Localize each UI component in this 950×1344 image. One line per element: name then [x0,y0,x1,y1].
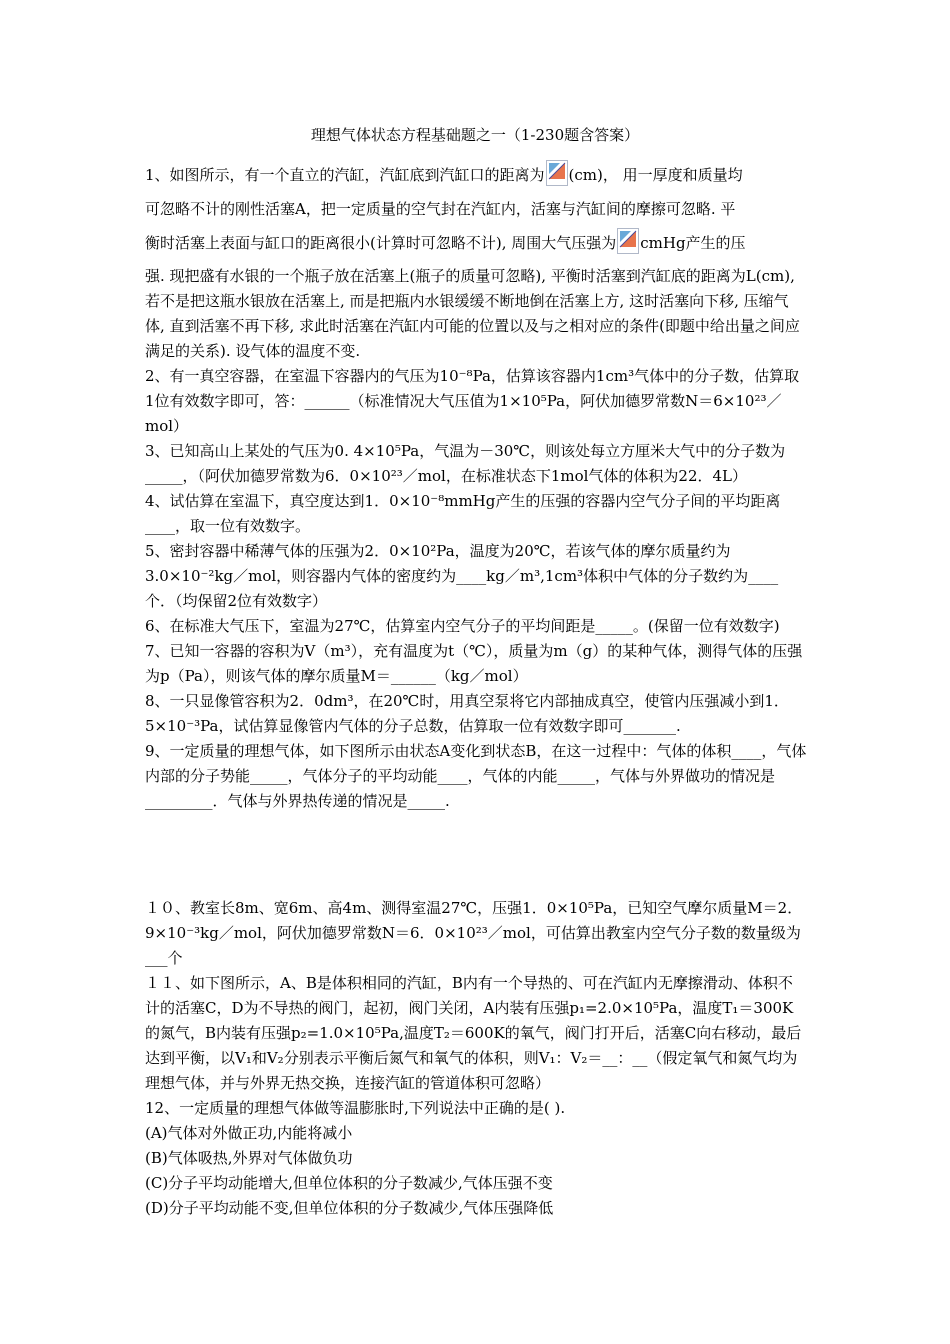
q1-line-1 [145,158,807,192]
questions-10-to-12 [145,896,807,1221]
question-2: 2、有一真空容器，在室温下容器内的气压为10⁻⁸Pa，估算该容器内1cm³气体中的分子数，估算取1位有效数字即可，答：______（标准情况大气压值为1×10⁵Pa，阿伏加德罗常数N＝6×10²³／mol） [145,367,800,435]
question-12-option-c: (C)分子平均动能增大,但单位体积的分子数减少,气体压强不变 [145,1174,553,1192]
question-8: 8、一只显像管容积为2．0dm³，在20℃时，用真空泵将它内部抽成真空，使管内压强减小到1．5×10⁻³Pa，试估算显像管内气体的分子总数，估算取一位有效数字即可_______. [145,692,789,735]
question-5: 5、密封容器中稀薄气体的压强为2．0×10²Pa，温度为20℃，若该气体的摩尔质量约为3.0×10⁻²kg／mol，则容器内气体的密度约为____kg／m³,1cm³体积中气体的分子数约为____个．（均保留2位有效数字） [145,542,779,610]
document-title: 理想气体状态方程基础题之一（1-230题含答案） [310,126,640,144]
question-4: 4、试估算在室温下，真空度达到1．0×10⁻⁸mmHg产生的压强的容器内空气分子间的平均距离____，取一位有效数字。 [145,492,781,535]
question-9: 9、一定质量的理想气体，如下图所示由状态A变化到状态B，在这一过程中：气体的体积____，气体内部的分子势能_____，气体分子的平均动能____，气体的内能_____，气体与外界做功的情况是_________．气体与外界热传递的情况是_____. [145,742,807,810]
question-12-option-a: (A)气体对外做正功,内能将减小 [145,1124,353,1142]
question-6: 6、在标准大气压下，室温为27℃，估算室内空气分子的平均间距是_____。(保留一位有效数字) [145,617,780,635]
q1-text-d: cmHg产生的压 [640,234,746,252]
question-12-option-d: (D)分子平均动能不变,但单位体积的分子数减少,气体压强降低 [145,1199,554,1217]
question-12-option-b: (B)气体吸热,外界对气体做负功 [145,1149,353,1167]
question-12-stem: 12、一定质量的理想气体做等温膨胀时,下列说法中正确的是( ). [145,1099,566,1117]
question-11: １１、如下图所示，A、B是体积相同的汽缸，B内有一个导热的、可在汽缸内无摩擦滑动、体积不计的活塞C，D为不导热的阀门，起初，阀门关闭，A内装有压强p₁=2.0×10⁵Pa，温度T₁＝300K的氮气，B内装有压强p₂=1.0×10⁵Pa,温度T₂＝600K的氧气，阀门打开后，活塞C向右移动，最后达到平衡，以V₁和V₂分别表示平衡后氮气和氧气的体积，则V₁：V₂＝__：__（假定氧气和氮气均为理想气体，并与外界无热交换，连接汽缸的管道体积可忽略） [145,974,802,1092]
q1-line-2: 可忽略不计的刚性活塞A，把一定质量的空气封在汽缸内，活塞与汽缸间的摩擦可忽略. 平 [145,200,736,218]
q1-text-c: 衡时活塞上表面与缸口的距离很小(计算时可忽略不计), 周围大气压强为 [145,234,617,252]
q1-text-a: 1、如图所示，有一个直立的汽缸，汽缸底到汽缸口的距离为 [145,166,545,184]
question-7: 7、已知一容器的容积为V（m³），充有温度为t（℃），质量为m（g）的某种气体，测得气体的压强为p（Pa），则该气体的摩尔质量M＝______（kg／mol） [145,642,803,685]
question-1-top [145,158,807,260]
broken-image-icon [617,228,639,254]
question-3: 3、已知高山上某处的气压为0. 4×10⁵Pa，气温为－30℃，则该处每立方厘米大气中的分子数为_____，（阿伏加德罗常数为6．0×10²³／mol，在标准状态下1mol气体的体积为22．4L） [145,442,786,485]
questions-1-to-9 [145,264,807,814]
broken-image-icon [546,160,568,186]
question-10: １０、教室长8m、宽6m、高4m、测得室温27℃，压强1．0×10⁵Pa，已知空气摩尔质量M＝2．9×10⁻³kg／mol，阿伏加德罗常数N＝6．0×10²³／mol，可估算出教室内空气分子数的数量级为___个 [145,899,803,967]
q1-line-3 [145,226,807,260]
q1-rest: 强. 现把盛有水银的一个瓶子放在活塞上(瓶子的质量可忽略), 平衡时活塞到汽缸底的距离为L(cm), 若不是把这瓶水银放在活塞上, 而是把瓶内水银缓缓不断地倒在活塞上方, 这时活塞向下移, 压缩气体, 直到活塞不再下移, 求此时活塞在汽缸内可能的位置以及与之相对应的条件(即题中给出量之间应满足的关系). 设气体的温度不变. [145,267,800,360]
q1-text-b: (cm)， 用一厚度和质量均 [568,166,743,184]
